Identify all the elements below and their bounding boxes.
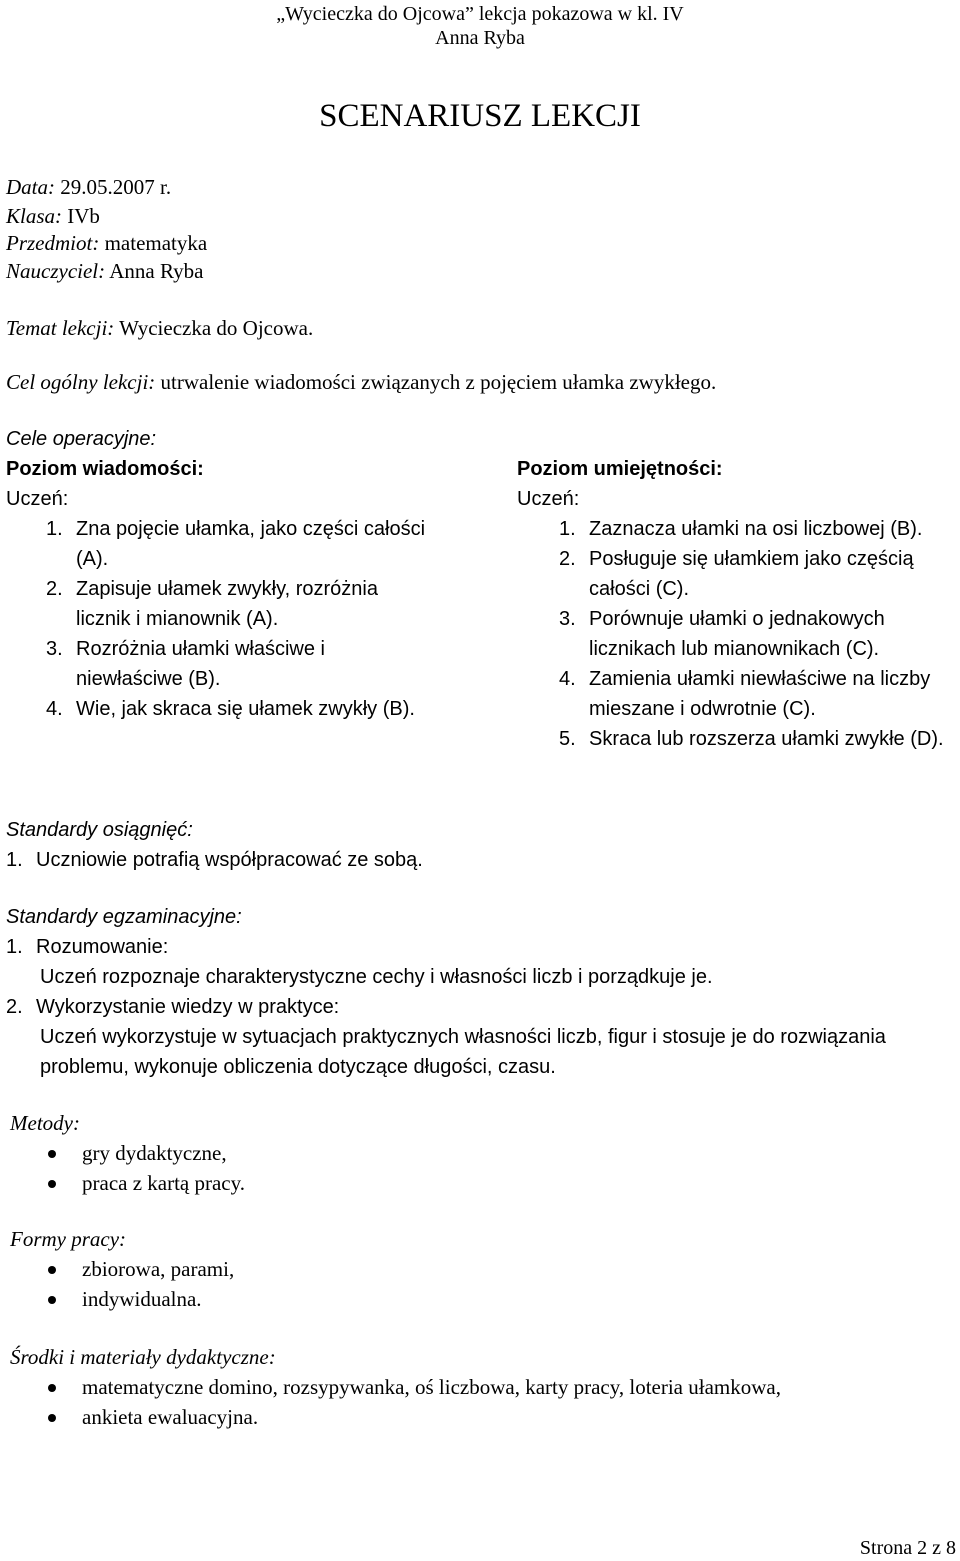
skills-level-heading: Poziom umiejętności: bbox=[517, 458, 723, 480]
exam-standards-heading: Standardy egzaminacyjne: bbox=[6, 906, 242, 928]
methods-list bbox=[10, 1138, 940, 1198]
teaching-aids-section bbox=[10, 1342, 940, 1432]
knowledge-level-section bbox=[6, 454, 466, 724]
bullet-icon bbox=[48, 1384, 56, 1392]
list-item-text: Zamienia ułamki niewłaściwe na liczby mieszane i odwrotnie (C). bbox=[589, 668, 931, 720]
lesson-topic-value: Wycieczka do Ojcowa. bbox=[119, 316, 314, 340]
list-item bbox=[559, 664, 957, 724]
list-item-text: Zna pojęcie ułamka, jako części całości (A). bbox=[76, 518, 426, 570]
operational-goals-heading: Cele operacyjne: bbox=[6, 428, 157, 450]
list-item-text: Wie, jak skraca się ułamek zwykły (B). bbox=[76, 698, 415, 720]
exam-standards-section bbox=[6, 902, 936, 1082]
list-item-text: praca z kartą pracy. bbox=[82, 1171, 246, 1195]
document-header-author: Anna Ryba bbox=[435, 27, 525, 49]
list-item-number: 4. bbox=[46, 698, 63, 720]
list-item-number: 1. bbox=[559, 518, 576, 540]
bullet-icon bbox=[48, 1150, 56, 1158]
methods-heading: Metody: bbox=[10, 1111, 80, 1135]
list-item-number: 2. bbox=[559, 548, 576, 570]
skills-level-student: Uczeń: bbox=[517, 488, 580, 510]
list-item bbox=[46, 514, 436, 574]
work-forms-list bbox=[10, 1254, 940, 1314]
list-item-text: Rozróżnia ułamki właściwe i niewłaściwe (B). bbox=[76, 638, 325, 690]
list-item bbox=[559, 544, 957, 604]
list-item-label: Wykorzystanie wiedzy w praktyce: bbox=[36, 996, 340, 1018]
teaching-aids-list bbox=[10, 1372, 850, 1432]
bullet-icon bbox=[48, 1180, 56, 1188]
methods-section bbox=[10, 1108, 940, 1198]
meta-date bbox=[6, 172, 171, 202]
list-item-text: Uczniowie potrafią współpracować ze sobą. bbox=[36, 849, 423, 871]
meta-subject-value: matematyka bbox=[104, 231, 208, 255]
knowledge-level-student: Uczeń: bbox=[6, 488, 69, 510]
list-item bbox=[6, 845, 566, 875]
meta-class-label: Klasa: bbox=[6, 204, 63, 228]
achievement-standards-section bbox=[6, 815, 566, 875]
list-item bbox=[10, 1284, 940, 1314]
meta-date-value: 29.05.2007 r. bbox=[60, 175, 172, 199]
work-forms-heading: Formy pracy: bbox=[10, 1227, 127, 1251]
meta-class-value: IVb bbox=[67, 204, 100, 228]
list-item-number: 5. bbox=[559, 728, 576, 750]
meta-subject bbox=[6, 228, 207, 258]
general-goal bbox=[6, 367, 716, 397]
meta-teacher bbox=[6, 256, 203, 286]
list-item-text: Skraca lub rozszerza ułamki zwykłe (D). bbox=[589, 728, 944, 750]
list-item-text: zbiorowa, parami, bbox=[82, 1257, 235, 1281]
bullet-icon bbox=[48, 1266, 56, 1274]
list-item-number: 1. bbox=[6, 849, 23, 871]
exam-standard-2-text: Uczeń wykorzystuje w sytuacjach praktycznych własności liczb, figur i stosuje je do rozwiązania problemu, wykonuje obliczenia dotyczące długości, czasu. bbox=[40, 1026, 886, 1078]
list-item bbox=[46, 694, 436, 724]
list-item-text: gry dydaktyczne, bbox=[82, 1141, 227, 1165]
list-item bbox=[6, 992, 936, 1022]
list-item-text: matematyczne domino, rozsypywanka, oś liczbowa, karty pracy, loteria ułamkowa, bbox=[82, 1375, 781, 1399]
list-item bbox=[10, 1254, 940, 1284]
list-item-text: ankieta ewaluacyjna. bbox=[82, 1405, 259, 1429]
list-item-text: Zaznacza ułamki na osi liczbowej (B). bbox=[589, 518, 923, 540]
teaching-aids-heading: Środki i materiały dydaktyczne: bbox=[10, 1345, 276, 1369]
achievement-standards-heading: Standardy osiągnięć: bbox=[6, 819, 193, 841]
general-goal-label: Cel ogólny lekcji: bbox=[6, 370, 156, 394]
list-item bbox=[10, 1138, 940, 1168]
lesson-topic bbox=[6, 313, 313, 343]
skills-level-section bbox=[517, 454, 957, 754]
general-goal-value: utrwalenie wiadomości związanych z pojęciem ułamka zwykłego. bbox=[160, 370, 717, 394]
skills-level-list bbox=[517, 514, 957, 754]
bullet-icon bbox=[48, 1296, 56, 1304]
page-number: Strona 2 z 8 bbox=[859, 1537, 956, 1559]
list-item-number: 2. bbox=[6, 996, 23, 1018]
meta-class bbox=[6, 201, 100, 231]
exam-standard-1-text: Uczeń rozpoznaje charakterystyczne cechy i własności liczb i porządkuje je. bbox=[40, 966, 713, 988]
list-item-text: Zapisuje ułamek zwykły, rozróżnia licznik i mianownik (A). bbox=[76, 578, 378, 630]
list-item-text: Posługuje się ułamkiem jako częścią całości (C). bbox=[589, 548, 914, 600]
page-title: SCENARIUSZ LEKCJI bbox=[319, 98, 641, 134]
list-item-number: 2. bbox=[46, 578, 63, 600]
list-item-label: Rozumowanie: bbox=[36, 936, 169, 958]
meta-date-label: Data: bbox=[6, 175, 55, 199]
list-item bbox=[10, 1372, 850, 1402]
list-item-number: 4. bbox=[559, 668, 576, 690]
list-item bbox=[10, 1402, 850, 1432]
list-item-text: indywidualna. bbox=[82, 1287, 202, 1311]
list-item bbox=[46, 574, 436, 634]
work-forms-section bbox=[10, 1224, 940, 1314]
list-item bbox=[559, 604, 957, 664]
knowledge-level-heading: Poziom wiadomości: bbox=[6, 458, 204, 480]
lesson-topic-label: Temat lekcji: bbox=[6, 316, 115, 340]
meta-teacher-label: Nauczyciel: bbox=[6, 259, 106, 283]
list-item bbox=[559, 514, 957, 544]
list-item-number: 3. bbox=[46, 638, 63, 660]
list-item-text: Porównuje ułamki o jednakowych licznikach lub mianownikach (C). bbox=[589, 608, 885, 660]
meta-teacher-value: Anna Ryba bbox=[109, 259, 204, 283]
knowledge-level-list bbox=[6, 514, 436, 724]
document-header-title: „Wycieczka do Ojcowa” lekcja pokazowa w kl. IV bbox=[276, 3, 684, 25]
list-item-number: 1. bbox=[46, 518, 63, 540]
list-item-number: 1. bbox=[6, 936, 23, 958]
list-item bbox=[46, 634, 436, 694]
list-item bbox=[559, 724, 957, 754]
list-item bbox=[10, 1168, 940, 1198]
list-item bbox=[6, 932, 936, 962]
bullet-icon bbox=[48, 1414, 56, 1422]
meta-subject-label: Przedmiot: bbox=[6, 231, 100, 255]
list-item-number: 3. bbox=[559, 608, 576, 630]
